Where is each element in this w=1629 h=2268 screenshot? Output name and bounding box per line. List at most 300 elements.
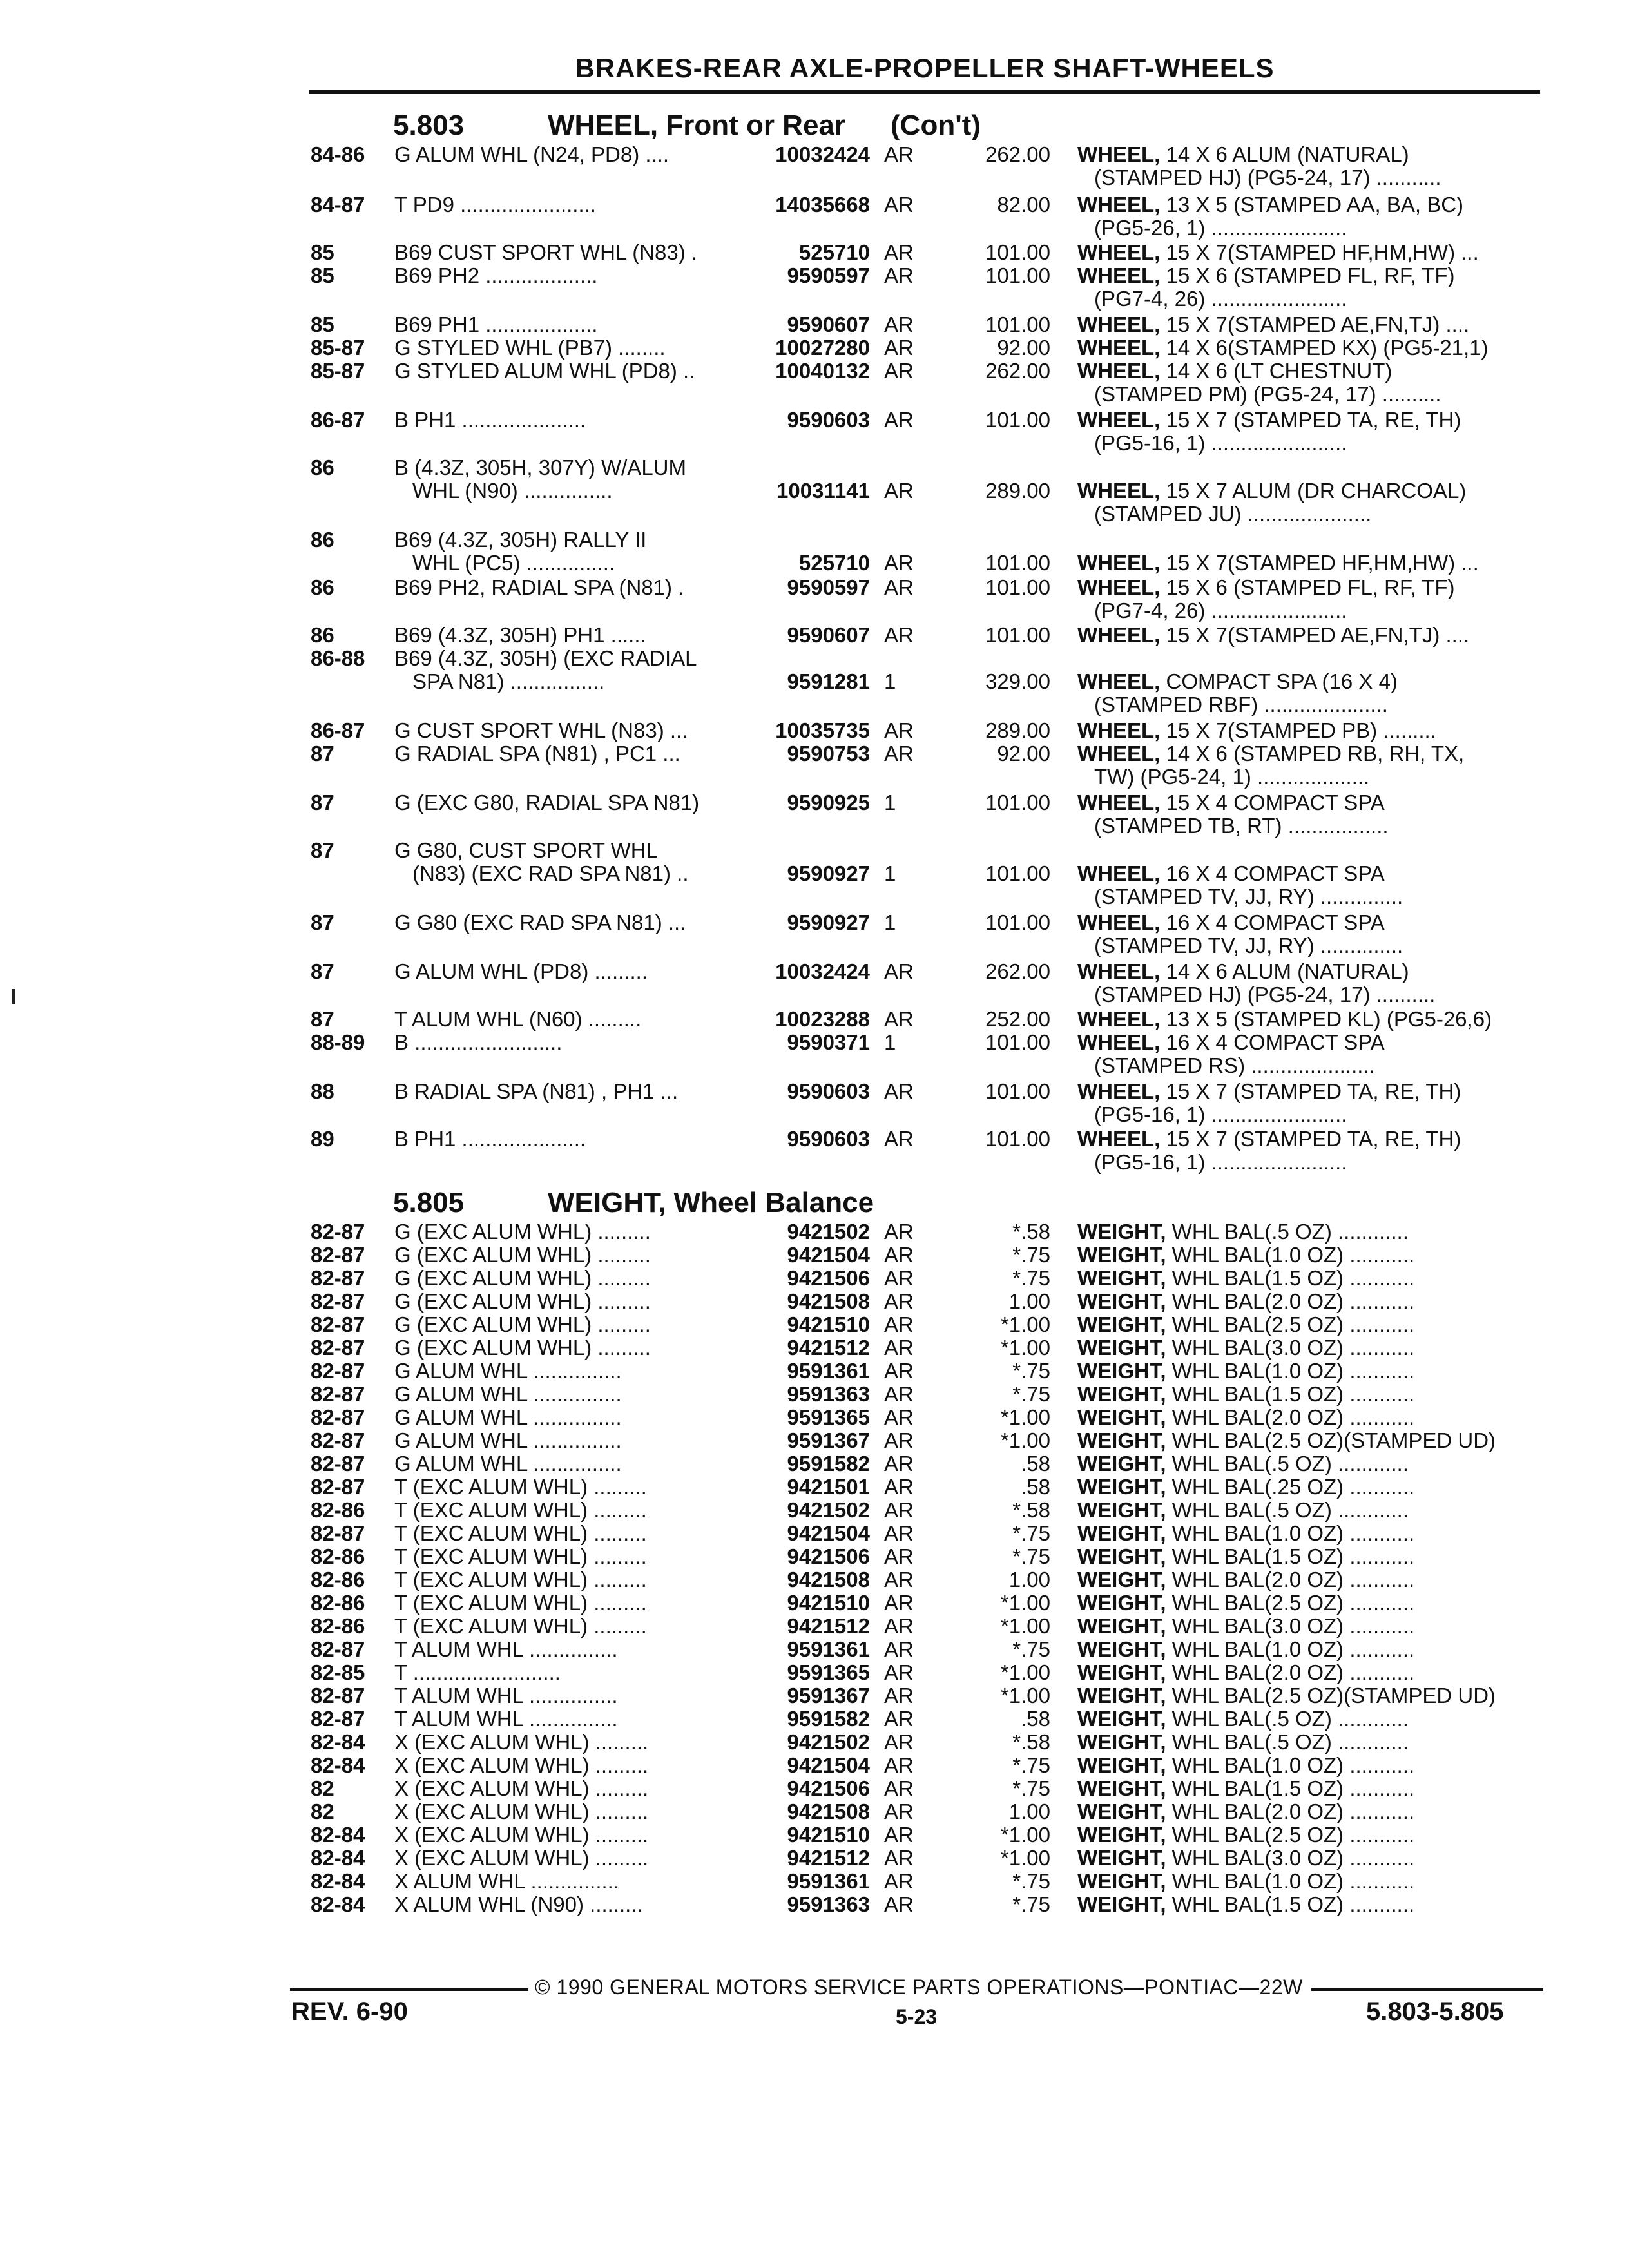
- part-name-noun: WHEEL,: [1077, 142, 1161, 166]
- model-years: 82-87: [311, 1289, 365, 1313]
- list-price: *.75: [1012, 1544, 1050, 1568]
- part-name-noun: WHEEL,: [1077, 1079, 1161, 1103]
- part-number: 9421508: [787, 1568, 870, 1591]
- part-name-noun: WHEEL,: [1077, 742, 1161, 765]
- part-number: 525710: [798, 551, 870, 575]
- part-name-noun: WEIGHT,: [1077, 1243, 1166, 1267]
- part-name-detail: WHL BAL(1.0 OZ) ...........: [1166, 1359, 1415, 1383]
- usage-description: X (EXC ALUM WHL) .........: [394, 1730, 649, 1754]
- model-years: 82-86: [311, 1498, 365, 1522]
- quantity: AR: [884, 1359, 914, 1383]
- part-name: [1077, 1754, 1414, 1777]
- usage-description: T (EXC ALUM WHL) .........: [394, 1591, 647, 1615]
- model-years: 88: [311, 1079, 334, 1103]
- part-number: 9590603: [787, 1127, 870, 1151]
- quantity: AR: [884, 575, 914, 599]
- usage-description: G ALUM WHL (N24, PD8) ....: [394, 142, 670, 166]
- part-number: 9421506: [787, 1776, 870, 1800]
- part-name-detail: 15 X 7(STAMPED HF,HM,HW) ...: [1160, 551, 1479, 575]
- footer-page-number: 5-23: [896, 2005, 938, 2028]
- part-number: 9591367: [787, 1428, 870, 1452]
- part-name-detail: WHL BAL(3.0 OZ) ...........: [1166, 1846, 1415, 1870]
- list-price: 101.00: [985, 408, 1050, 432]
- part-number: 9591365: [787, 1660, 870, 1684]
- footer-rule-right: [1311, 1988, 1543, 1991]
- usage-description: B (4.3Z, 305H, 307Y) W/ALUM: [394, 456, 686, 479]
- part-number: 9421504: [787, 1521, 870, 1545]
- model-years: 86: [311, 456, 334, 479]
- usage-description: X (EXC ALUM WHL) .........: [394, 1776, 649, 1800]
- usage-description: T (EXC ALUM WHL) .........: [394, 1614, 647, 1638]
- part-number: 10032424: [775, 959, 870, 983]
- usage-description: X (EXC ALUM WHL) .........: [394, 1846, 649, 1870]
- part-name-noun: WHEEL,: [1077, 408, 1161, 432]
- list-price: 329.00: [985, 669, 1050, 693]
- usage-description: B PH1 .....................: [394, 408, 586, 432]
- part-name-detail: WHL BAL(1.5 OZ) ...........: [1166, 1544, 1415, 1568]
- part-name: [1077, 1847, 1414, 1870]
- part-name: [1077, 1080, 1461, 1103]
- part-name: [1077, 1452, 1409, 1475]
- part-number: 9591281: [787, 669, 870, 693]
- list-price: 101.00: [985, 861, 1050, 885]
- model-years: 87: [311, 791, 334, 814]
- part-name: [1077, 791, 1385, 814]
- model-years: 87: [311, 910, 334, 934]
- model-years: 85-87: [311, 336, 365, 360]
- model-years: 82-87: [311, 1684, 365, 1707]
- quantity: AR: [884, 1591, 914, 1615]
- usage-description: T (EXC ALUM WHL) .........: [394, 1568, 647, 1591]
- usage-description: T ALUM WHL ...............: [394, 1637, 618, 1661]
- part-name-detail: 14 X 6 (STAMPED RB, RH, TX,: [1160, 742, 1465, 765]
- model-years: 82-84: [311, 1846, 365, 1870]
- model-years: 82: [311, 1800, 334, 1823]
- section-continued: (Con't): [891, 110, 981, 141]
- part-name-detail: WHL BAL(1.0 OZ) ...........: [1166, 1753, 1415, 1777]
- part-name-detail: WHL BAL(.25 OZ) ...........: [1166, 1475, 1415, 1499]
- part-name-noun: WEIGHT,: [1077, 1823, 1166, 1847]
- part-name: [1077, 1638, 1414, 1661]
- list-price: .58: [1021, 1475, 1050, 1499]
- part-name-continued: (PG5-26, 1) .......................: [1094, 216, 1347, 240]
- list-price: .58: [1021, 1707, 1050, 1731]
- quantity: AR: [884, 1452, 914, 1475]
- part-name-noun: WHEEL,: [1077, 575, 1161, 599]
- part-number: 9591365: [787, 1405, 870, 1429]
- model-years: 82-84: [311, 1753, 365, 1777]
- part-name: [1077, 719, 1436, 742]
- part-name: [1077, 1615, 1414, 1638]
- usage-description: G ALUM WHL ...............: [394, 1359, 622, 1383]
- footer-revision: REV. 6-90: [291, 1997, 408, 2026]
- model-years: 82-84: [311, 1823, 365, 1847]
- part-name-continued: (STAMPED HJ) (PG5-24, 17) ..........: [1094, 983, 1436, 1006]
- usage-description-line2: (N83) (EXC RAD SPA N81) ..: [412, 861, 689, 885]
- usage-description: T .........................: [394, 1660, 561, 1684]
- list-price: 101.00: [985, 551, 1050, 575]
- usage-description: G ALUM WHL ...............: [394, 1428, 622, 1452]
- part-number: 9421510: [787, 1823, 870, 1847]
- part-name: [1077, 1429, 1496, 1452]
- part-name-detail: 14 X 6 ALUM (NATURAL): [1160, 142, 1409, 166]
- part-name-noun: WEIGHT,: [1077, 1359, 1166, 1383]
- part-number: 9421508: [787, 1289, 870, 1313]
- part-name-noun: WEIGHT,: [1077, 1568, 1166, 1591]
- list-price: 101.00: [985, 575, 1050, 599]
- quantity: AR: [884, 1660, 914, 1684]
- part-number: 9421506: [787, 1266, 870, 1290]
- part-name-detail: WHL BAL(1.5 OZ) ...........: [1166, 1892, 1415, 1916]
- part-name: [1077, 1591, 1414, 1615]
- part-number: 9591361: [787, 1359, 870, 1383]
- part-number: 9590607: [787, 312, 870, 336]
- part-name-continued: (PG5-16, 1) .......................: [1094, 431, 1347, 455]
- part-name-detail: WHL BAL(.5 OZ) ............: [1166, 1498, 1409, 1522]
- list-price: *.75: [1012, 1753, 1050, 1777]
- quantity: AR: [884, 1614, 914, 1638]
- model-years: 84-87: [311, 193, 365, 216]
- part-name-detail: 15 X 7(STAMPED AE,FN,TJ) ....: [1160, 623, 1470, 647]
- part-number: 9590753: [787, 742, 870, 765]
- footer-section-range: 5.803-5.805: [1366, 1997, 1504, 2026]
- list-price: .58: [1021, 1452, 1050, 1475]
- part-name: [1077, 1406, 1414, 1429]
- section-number: 5.803: [393, 110, 465, 141]
- model-years: 82-86: [311, 1544, 365, 1568]
- quantity: AR: [884, 1892, 914, 1916]
- quantity: AR: [884, 959, 914, 983]
- part-name-noun: WEIGHT,: [1077, 1614, 1166, 1638]
- section-title: WEIGHT, Wheel Balance: [548, 1187, 874, 1218]
- part-number: 9421510: [787, 1591, 870, 1615]
- part-name: [1077, 1360, 1414, 1383]
- part-name-noun: WEIGHT,: [1077, 1869, 1166, 1893]
- part-name-noun: WHEEL,: [1077, 669, 1161, 693]
- part-number: 9421508: [787, 1800, 870, 1823]
- part-name: [1077, 1522, 1414, 1545]
- part-name-noun: WEIGHT,: [1077, 1336, 1166, 1360]
- part-name-detail: WHL BAL(2.5 OZ)(STAMPED UD): [1166, 1684, 1496, 1707]
- quantity: AR: [884, 1544, 914, 1568]
- usage-description: G (EXC ALUM WHL) .........: [394, 1266, 651, 1290]
- part-name-noun: WEIGHT,: [1077, 1382, 1166, 1406]
- part-name: [1077, 1800, 1414, 1823]
- part-number: 9590371: [787, 1030, 870, 1054]
- part-number: 9421502: [787, 1220, 870, 1244]
- usage-description: G ALUM WHL ...............: [394, 1452, 622, 1475]
- part-name-noun: WHEEL,: [1077, 1127, 1161, 1151]
- model-years: 85: [311, 240, 334, 264]
- part-name-noun: WEIGHT,: [1077, 1312, 1166, 1336]
- part-name: [1077, 862, 1385, 885]
- model-years: 82-87: [311, 1266, 365, 1290]
- usage-description: T ALUM WHL ...............: [394, 1684, 618, 1707]
- part-name: [1077, 241, 1479, 264]
- model-years: 82-87: [311, 1382, 365, 1406]
- part-number: 525710: [798, 240, 870, 264]
- usage-description: G STYLED ALUM WHL (PD8) ..: [394, 359, 695, 383]
- part-name-noun: WEIGHT,: [1077, 1684, 1166, 1707]
- list-price: *1.00: [1000, 1846, 1050, 1870]
- part-name-noun: WEIGHT,: [1077, 1266, 1166, 1290]
- part-name: [1077, 742, 1464, 765]
- part-name-noun: WHEEL,: [1077, 264, 1161, 287]
- part-name-noun: WEIGHT,: [1077, 1707, 1166, 1731]
- part-name-detail: WHL BAL(1.0 OZ) ...........: [1166, 1243, 1415, 1267]
- footer-rule-left: [290, 1988, 528, 1991]
- part-number: 9591582: [787, 1707, 870, 1731]
- part-name-noun: WEIGHT,: [1077, 1637, 1166, 1661]
- usage-description: G ALUM WHL ...............: [394, 1405, 622, 1429]
- part-name-detail: 14 X 6(STAMPED KX) (PG5-21,1): [1160, 336, 1489, 360]
- quantity: AR: [884, 1405, 914, 1429]
- model-years: 85: [311, 312, 334, 336]
- part-name-detail: 15 X 6 (STAMPED FL, RF, TF): [1160, 575, 1455, 599]
- quantity: AR: [884, 1007, 914, 1031]
- part-name: [1077, 1568, 1414, 1591]
- part-name-detail: COMPACT SPA (16 X 4): [1160, 669, 1398, 693]
- part-name-continued: (PG5-16, 1) .......................: [1094, 1150, 1347, 1174]
- part-name-detail: 13 X 5 (STAMPED KL) (PG5-26,6): [1160, 1007, 1492, 1031]
- part-name: [1077, 313, 1469, 336]
- section-heading: [393, 110, 981, 142]
- model-years: 87: [311, 959, 334, 983]
- list-price: *1.00: [1000, 1336, 1050, 1360]
- part-name-detail: 14 X 6 (LT CHESTNUT): [1160, 359, 1393, 383]
- usage-description: B RADIAL SPA (N81) , PH1 ...: [394, 1079, 679, 1103]
- usage-description: B .........................: [394, 1030, 563, 1054]
- part-number: 9590597: [787, 575, 870, 599]
- part-number: 10032424: [775, 142, 870, 166]
- part-name-detail: 15 X 7 ALUM (DR CHARCOAL): [1160, 479, 1467, 503]
- usage-description: G (EXC G80, RADIAL SPA N81): [394, 791, 700, 814]
- list-price: *.58: [1012, 1498, 1050, 1522]
- part-name: [1077, 960, 1409, 983]
- part-name-detail: 15 X 7 (STAMPED TA, RE, TH): [1160, 1079, 1461, 1103]
- part-name-detail: 15 X 7 (STAMPED TA, RE, TH): [1160, 408, 1461, 432]
- part-name-detail: 15 X 6 (STAMPED FL, RF, TF): [1160, 264, 1455, 287]
- quantity: AR: [884, 1637, 914, 1661]
- quantity: 1: [884, 669, 896, 693]
- part-name-detail: WHL BAL(1.5 OZ) ...........: [1166, 1776, 1415, 1800]
- usage-description: B69 CUST SPORT WHL (N83) .: [394, 240, 698, 264]
- part-number: 9421512: [787, 1336, 870, 1360]
- list-price: 92.00: [997, 742, 1050, 765]
- model-years: 82-87: [311, 1707, 365, 1731]
- part-name-noun: WEIGHT,: [1077, 1544, 1166, 1568]
- usage-description: G G80 (EXC RAD SPA N81) ...: [394, 910, 686, 934]
- quantity: AR: [884, 1869, 914, 1893]
- model-years: 85: [311, 264, 334, 287]
- model-years: 89: [311, 1127, 334, 1151]
- part-name-detail: WHL BAL(1.0 OZ) ...........: [1166, 1521, 1415, 1545]
- part-name-continued: (STAMPED HJ) (PG5-24, 17) ...........: [1094, 166, 1441, 189]
- part-name: [1077, 1707, 1409, 1731]
- part-name: [1077, 1684, 1496, 1707]
- part-name-continued: (STAMPED TV, JJ, RY) ..............: [1094, 934, 1403, 957]
- part-name-continued: (PG5-16, 1) .......................: [1094, 1102, 1347, 1126]
- part-name-detail: 15 X 7(STAMPED HF,HM,HW) ...: [1160, 240, 1479, 264]
- model-years: 82-87: [311, 1359, 365, 1383]
- list-price: *1.00: [1000, 1312, 1050, 1336]
- usage-description: G (EXC ALUM WHL) .........: [394, 1336, 651, 1360]
- usage-description: G STYLED WHL (PB7) ........: [394, 336, 666, 360]
- list-price: 1.00: [1008, 1568, 1050, 1591]
- list-price: 82.00: [997, 193, 1050, 216]
- part-name-noun: WEIGHT,: [1077, 1730, 1166, 1754]
- list-price: *1.00: [1000, 1823, 1050, 1847]
- usage-description-line2: WHL (PC5) ...............: [412, 551, 615, 575]
- list-price: 289.00: [985, 718, 1050, 742]
- quantity: AR: [884, 1846, 914, 1870]
- part-name: [1077, 552, 1479, 575]
- part-number: 9591363: [787, 1382, 870, 1406]
- quantity: 1: [884, 910, 896, 934]
- usage-description: G ALUM WHL ...............: [394, 1382, 622, 1406]
- part-name: [1077, 143, 1409, 166]
- usage-description: B69 PH1 ...................: [394, 312, 598, 336]
- part-name-noun: WHEEL,: [1077, 193, 1161, 216]
- part-name: [1077, 670, 1398, 693]
- part-number: 10035735: [775, 718, 870, 742]
- model-years: 87: [311, 838, 334, 862]
- part-number: 9590603: [787, 408, 870, 432]
- model-years: 82-87: [311, 1475, 365, 1499]
- part-name-detail: WHL BAL(2.0 OZ) ...........: [1166, 1800, 1415, 1823]
- part-number: 9590927: [787, 861, 870, 885]
- quantity: AR: [884, 336, 914, 360]
- part-name: [1077, 1823, 1414, 1847]
- part-name-noun: WHEEL,: [1077, 910, 1161, 934]
- part-number: 14035668: [775, 193, 870, 216]
- part-name-detail: WHL BAL(.5 OZ) ............: [1166, 1707, 1409, 1731]
- usage-description: X (EXC ALUM WHL) .........: [394, 1823, 649, 1847]
- part-name-detail: 13 X 5 (STAMPED AA, BA, BC): [1160, 193, 1464, 216]
- part-number: 9421512: [787, 1614, 870, 1638]
- part-name-noun: WHEEL,: [1077, 479, 1161, 503]
- list-price: *.75: [1012, 1776, 1050, 1800]
- model-years: 82-84: [311, 1892, 365, 1916]
- quantity: AR: [884, 1776, 914, 1800]
- usage-description: G (EXC ALUM WHL) .........: [394, 1289, 651, 1313]
- part-name: [1077, 1244, 1414, 1267]
- part-name: [1077, 193, 1463, 216]
- quantity: AR: [884, 1753, 914, 1777]
- quantity: AR: [884, 1730, 914, 1754]
- usage-description: G G80, CUST SPORT WHL: [394, 838, 658, 862]
- part-name-continued: TW) (PG5-24, 1) ...................: [1094, 765, 1370, 789]
- usage-description: B69 PH2, RADIAL SPA (N81) .: [394, 575, 684, 599]
- list-price: *.75: [1012, 1243, 1050, 1267]
- quantity: AR: [884, 1220, 914, 1244]
- part-name-continued: (STAMPED PM) (PG5-24, 17) ..........: [1094, 382, 1441, 406]
- part-name-noun: WEIGHT,: [1077, 1892, 1166, 1916]
- part-number: 10031141: [776, 479, 870, 503]
- list-price: 262.00: [985, 359, 1050, 383]
- quantity: AR: [884, 479, 914, 503]
- quantity: AR: [884, 623, 914, 647]
- part-name-detail: WHL BAL(2.5 OZ)(STAMPED UD): [1166, 1428, 1496, 1452]
- part-name: [1077, 1008, 1492, 1031]
- model-years: 86-88: [311, 646, 365, 670]
- section-number: 5.805: [393, 1187, 465, 1218]
- part-name: [1077, 1870, 1414, 1893]
- list-price: *1.00: [1000, 1660, 1050, 1684]
- model-years: 86-87: [311, 718, 365, 742]
- part-name-noun: WEIGHT,: [1077, 1289, 1166, 1313]
- usage-description: G (EXC ALUM WHL) .........: [394, 1312, 651, 1336]
- list-price: 101.00: [985, 910, 1050, 934]
- quantity: 1: [884, 861, 896, 885]
- part-name-detail: WHL BAL(2.0 OZ) ...........: [1166, 1568, 1415, 1591]
- usage-description: G (EXC ALUM WHL) .........: [394, 1220, 651, 1244]
- usage-description: T ALUM WHL (N60) .........: [394, 1007, 642, 1031]
- usage-description: T PD9 .......................: [394, 193, 596, 216]
- model-years: 82-86: [311, 1568, 365, 1591]
- part-name-noun: WHEEL,: [1077, 1007, 1161, 1031]
- part-number: 9591363: [787, 1892, 870, 1916]
- section-heading: [393, 1187, 874, 1219]
- list-price: 92.00: [997, 336, 1050, 360]
- list-price: *.58: [1012, 1730, 1050, 1754]
- part-name-detail: WHL BAL(2.5 OZ) ...........: [1166, 1312, 1415, 1336]
- quantity: AR: [884, 1266, 914, 1290]
- part-name: [1077, 1499, 1409, 1522]
- list-price: *1.00: [1000, 1614, 1050, 1638]
- model-years: 82-87: [311, 1336, 365, 1360]
- part-number: 9590607: [787, 623, 870, 647]
- list-price: *1.00: [1000, 1684, 1050, 1707]
- list-price: 101.00: [985, 1127, 1050, 1151]
- part-number: 9590927: [787, 910, 870, 934]
- part-name-detail: 15 X 7 (STAMPED TA, RE, TH): [1160, 1127, 1461, 1151]
- list-price: *1.00: [1000, 1428, 1050, 1452]
- usage-description-line2: WHL (N90) ...............: [412, 479, 613, 503]
- model-years: 82: [311, 1776, 334, 1800]
- usage-description: T (EXC ALUM WHL) .........: [394, 1544, 647, 1568]
- quantity: AR: [884, 1823, 914, 1847]
- part-name-noun: WEIGHT,: [1077, 1405, 1166, 1429]
- part-name: [1077, 1336, 1414, 1360]
- model-years: 82-86: [311, 1591, 365, 1615]
- part-name-noun: WHEEL,: [1077, 359, 1161, 383]
- section-title: WHEEL, Front or Rear: [548, 110, 846, 141]
- part-number: 9591361: [787, 1637, 870, 1661]
- quantity: AR: [884, 1312, 914, 1336]
- quantity: AR: [884, 359, 914, 383]
- quantity: AR: [884, 1336, 914, 1360]
- quantity: AR: [884, 1127, 914, 1151]
- part-name-detail: WHL BAL(3.0 OZ) ...........: [1166, 1336, 1415, 1360]
- part-name-detail: WHL BAL(2.0 OZ) ...........: [1166, 1405, 1415, 1429]
- quantity: AR: [884, 264, 914, 287]
- part-name: [1077, 1475, 1414, 1499]
- part-number: 9421502: [787, 1498, 870, 1522]
- model-years: 82-84: [311, 1869, 365, 1893]
- part-name-detail: WHL BAL(.5 OZ) ............: [1166, 1452, 1409, 1475]
- part-number: 9591361: [787, 1869, 870, 1893]
- model-years: 82-85: [311, 1660, 365, 1684]
- list-price: 101.00: [985, 312, 1050, 336]
- part-name-noun: WEIGHT,: [1077, 1452, 1166, 1475]
- part-name-detail: 15 X 7(STAMPED PB) .........: [1160, 718, 1436, 742]
- part-name-noun: WHEEL,: [1077, 1030, 1161, 1054]
- model-years: 82-87: [311, 1405, 365, 1429]
- part-number: 9590597: [787, 264, 870, 287]
- margin-mark: [12, 989, 15, 1004]
- model-years: 82-87: [311, 1220, 365, 1244]
